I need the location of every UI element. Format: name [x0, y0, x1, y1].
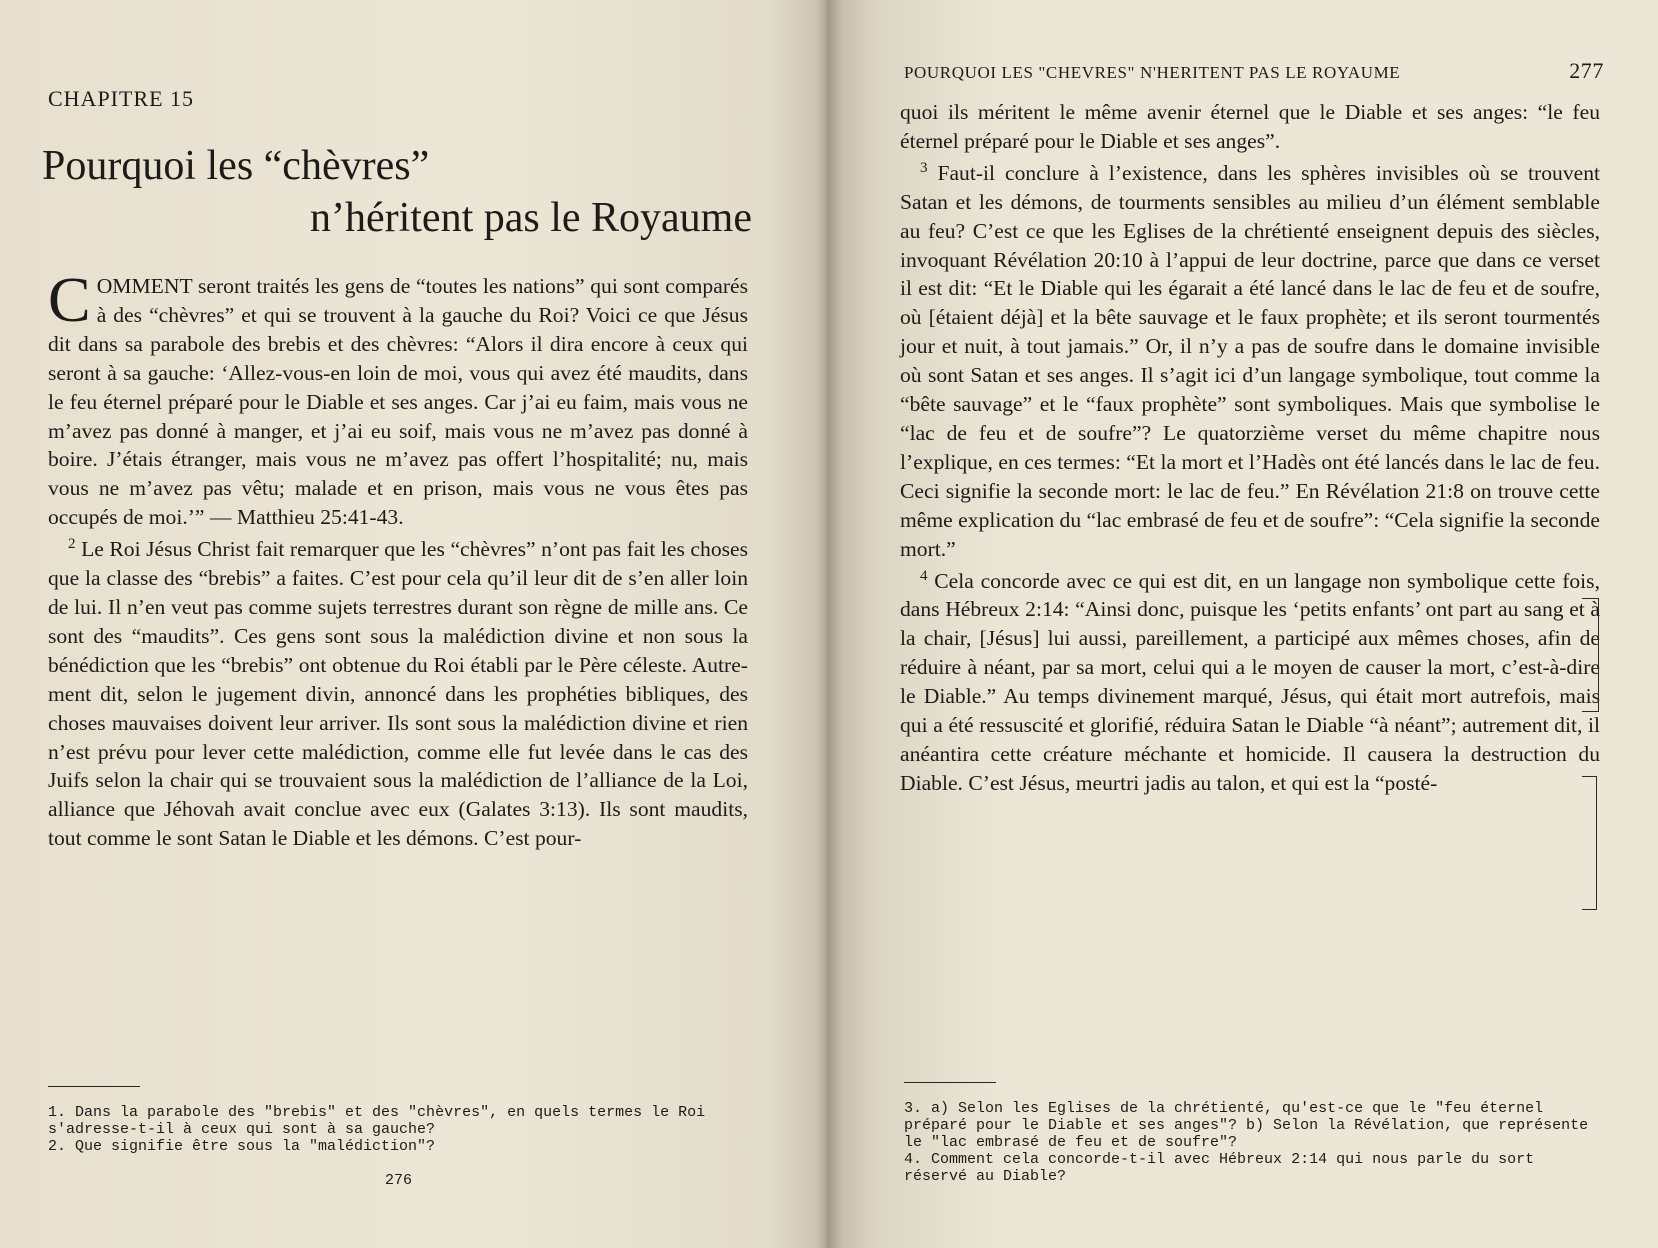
paragraph-continued: quoi ils méritent le même avenir éternel que le Diable et ses anges: “le feu éternel préparé pour le Diable et ses anges”.: [900, 100, 1600, 153]
paragraph-3: [900, 159, 1600, 564]
left-footnotes: [48, 1104, 748, 1155]
left-body-text: [48, 264, 749, 856]
paragraph-number: 4: [920, 567, 928, 584]
chapter-label: CHAPITRE 15: [48, 86, 195, 111]
drop-cap: C: [48, 264, 91, 335]
right-footnotes: [904, 1100, 1604, 1185]
footnote-rule: [48, 1086, 140, 1087]
running-head: [904, 58, 1604, 84]
paragraph-number: 3: [920, 159, 928, 176]
footnote-3: 3. a) Selon les Eglises de la chrétienté, qu'est-ce que le "feu éternel préparé pour le Diable et ses anges"? b) Selon la Révélation, que représente le "lac embrasé de feu et de soufre"?: [904, 1100, 1589, 1151]
right-body-text: [900, 98, 1600, 801]
left-page: [0, 0, 826, 1248]
paragraph-2: [48, 535, 748, 853]
footnote-4: 4. Comment cela concorde-t-il avec Hébreux 2:14 qui nous parle du sort réservé au Diable?: [904, 1151, 1535, 1185]
chapter-title-line-2: n’héritent pas le Royaume: [309, 195, 752, 241]
running-head-title: POURQUOI LES "CHEVRES" N'HERITENT PAS LE ROYAUME: [904, 63, 1401, 82]
chapter-title-line-1: Pourquoi les “chèvres”: [42, 143, 430, 189]
right-page: [826, 0, 1658, 1248]
chapter-title: [42, 140, 752, 244]
paragraph-number: 2: [68, 535, 76, 552]
paragraph-4: [900, 567, 1600, 798]
footnote-1: 1. Dans la parabole des "brebis" et des "chèvres", en quels termes le Roi s'adresse-t-il à ceux qui sont à sa gauche?: [48, 1104, 706, 1138]
paragraph-1: [48, 264, 748, 532]
footnote-2: 2. Que signifie être sous la "malédiction"?: [48, 1138, 436, 1155]
paragraph-4-text: Cela concorde avec ce qui est dit, en un langage non symbolique cette fois, dans Hébreux 2:14: “Ainsi donc, puisque les ‘petits enfants’ ont part au sang et à la chair, [Jésus] lui aussi, pareillement, a participé aux mêmes choses, afin de réduire à néant, par sa mort, celui qui a le moyen de causer la mort, c’est-à-dire le Diable.” Au temps divinement marqué, Jésus, qui était mort autrefois, mais qui a été ressuscité et glorifié, réduira Satan le Diable “à néant”; autrement dit, il anéantira cette créature méchante et homicide. Il causera la destruction du Diable. C’est Jésus, meurtri jadis au talon, et qui est la “posté-: [900, 568, 1600, 795]
paragraph-2-text: Le Roi Jésus Christ fait remarquer que les “chèvres” n’ont pas fait les choses que la classe des “brebis” a faites. C’est pour cela qu’il leur dit de s’en aller loin de lui. Il n’en veut pas comme sujets terrestres durant son règne de mille ans. Ce sont des “maudits”. Ces gens sont sous la malédiction divine et non sous la bénédiction que les “brebis” ont obtenue du Roi établi par le Père céleste. Autrement dit, selon le jugement divin, annoncé dans les prophéties bibliques, des choses mauvaises doivent leur arriver. Ils sont sous la malédiction divine et rien n’est prévu pour lever cette malédiction, comme elle fut levée dans le cas des Juifs selon la chair qui se trouvaient sous la malédiction de l’alliance de la Loi, alliance que Jéhovah avait conclue avec eux (Galates 3:13). Ils sont maudits, tout comme le sont Satan le Diable et les démons. C’est pour-: [48, 537, 749, 851]
paragraph-3-text: Faut-il conclure à l’existence, dans les sphères invisibles où se trouvent Satan et les démons, de tourments sensibles au milieu d’un élément semblable au feu? C’est ce que les Eglises de la chrétienté enseignent depuis des siècles, invoquant Révélation 20:10 à l’appui de leur doctrine, parce que dans ce verset il est dit: “Et le Diable qui les égarait a été lancé dans le lac de feu et de soufre, où [étaient déjà] et la bête sauvage et le faux prophète; et ils seront tourmentés jour et nuit, à tout jamais.” Or, il n’y a pas de soufre dans le domaine invisible où sont Satan et ses anges. Il s’agit ici d’un langage symbolique, tout comme la “bête sauvage” et le “faux prophète” sont symboliques. Mais que symbolise le “lac de feu et de soufre”? Le quatorzième verset du même chapitre nous l’explique, en ces termes: “Et la mort et l’Hadès ont été lancés dans le lac de feu. Ceci signifie la seconde mort: le lac de feu.” En Révélation 21:8 on trouve cette même explication du “lac embrasé de feu et de soufre”: “Cela signifie la seconde mort.”: [900, 160, 1600, 561]
left-page-number: 276: [385, 1172, 413, 1189]
right-page-number: 277: [1569, 58, 1604, 83]
footnote-rule: [904, 1082, 996, 1083]
paragraph-1-text: OMMENT seront traités les gens de “toutes les nations” qui sont comparés à des “chèvres” et qui se trouvent à la gauche du Roi? Voici ce que Jésus dit dans sa parabole des brebis et des chèvres: “Alors il dira encore à ceux qui seront à sa gauche: ‘Allez-vous-en loin de moi, vous qui avez été maudits, dans le feu éternel préparé pour le Diable et ses anges. Car j’ai eu faim, mais vous ne m’avez pas donné à manger, et j’ai eu soif, mais vous ne m’avez pas donné à boire. J’étais étranger, mais vous ne m’avez pas offert l’hospitalité; nu, mais vous ne m’avez pas vêtu; malade et en prison, mais vous ne vous êtes pas occupés de moi.’” — Matthieu 25:41-43.: [48, 274, 748, 530]
